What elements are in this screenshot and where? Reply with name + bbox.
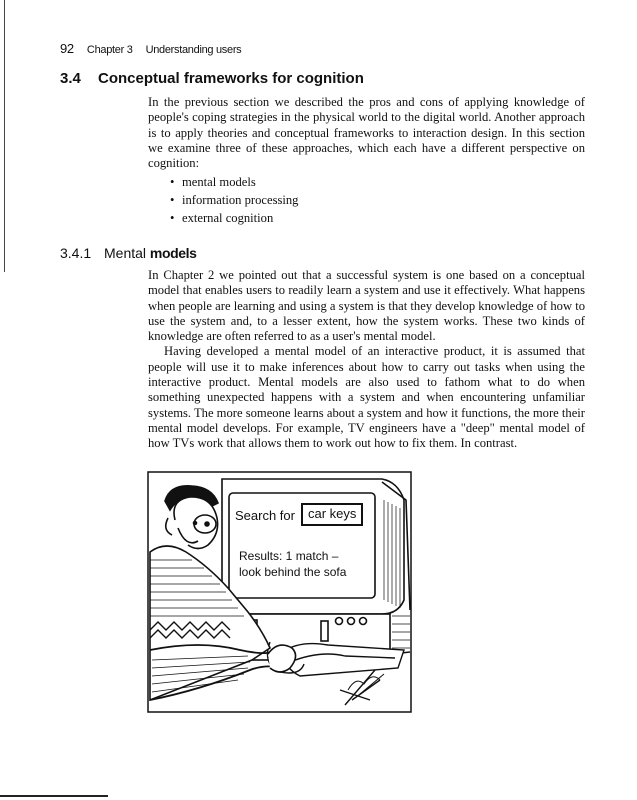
chapter-label: Chapter 3	[86, 44, 133, 56]
footer-rule	[0, 795, 108, 797]
intro-paragraph	[148, 95, 585, 171]
section-number: 3.4	[60, 70, 81, 87]
search-query-box: car keys	[301, 503, 363, 526]
paragraph: In Chapter 2 we pointed out that a successful system is one based on a conceptual model that enables users to readily learn a system and use it effectively. What happens when people are learning and using a system is that they develop knowledge of how to use the system and, to a lesser extent, how the system works. These two kinds of knowledge are often referred to as a user's mental model.	[148, 268, 585, 344]
section-heading	[60, 70, 364, 87]
chapter-title: Understanding users	[145, 44, 242, 56]
paragraph: Having developed a mental model of an interactive product, it is assumed that people will use it to make inferences about how to carry out tasks when using the interactive product. Mental models are also used to fathom what to do when something unexpected happens with a system and when encountering unfamiliar systems. The more someone learns about a system and how it functions, the more their mental model develops. For example, TV engineers have a "deep" mental model of how TVs work that allows them to work out how to fix them. In contrast.	[148, 344, 585, 451]
list-item: • information processing	[170, 191, 298, 209]
results-line-1: Results: 1 match –	[239, 549, 339, 563]
intro-text: In the previous section we described the pros and cons of applying knowledge of people's coping strategies in the physical world to the digital world. Another approach is to apply theories and conceptual frameworks to interaction design. In this section we examine three of these approaches, which each have a different perspective on cognition:	[148, 95, 585, 171]
subsection-heading	[60, 245, 197, 261]
subsection-title-emphasis: models	[149, 245, 197, 261]
search-label: Search for	[235, 508, 295, 523]
subsection-number: 3.4.1	[60, 245, 92, 261]
list-item: • external cognition	[170, 209, 298, 227]
approach-list	[170, 173, 298, 227]
margin-rule	[4, 0, 5, 272]
mental-models-text	[148, 268, 585, 452]
subsection-title-prefix: Mental	[104, 245, 147, 261]
page-number: 92	[60, 41, 74, 56]
running-head	[60, 41, 241, 56]
results-line-2: look behind the sofa	[239, 565, 347, 579]
list-item: • mental models	[170, 173, 298, 191]
artist-signature	[348, 674, 384, 694]
section-title: Conceptual frameworks for cognition	[98, 70, 364, 87]
